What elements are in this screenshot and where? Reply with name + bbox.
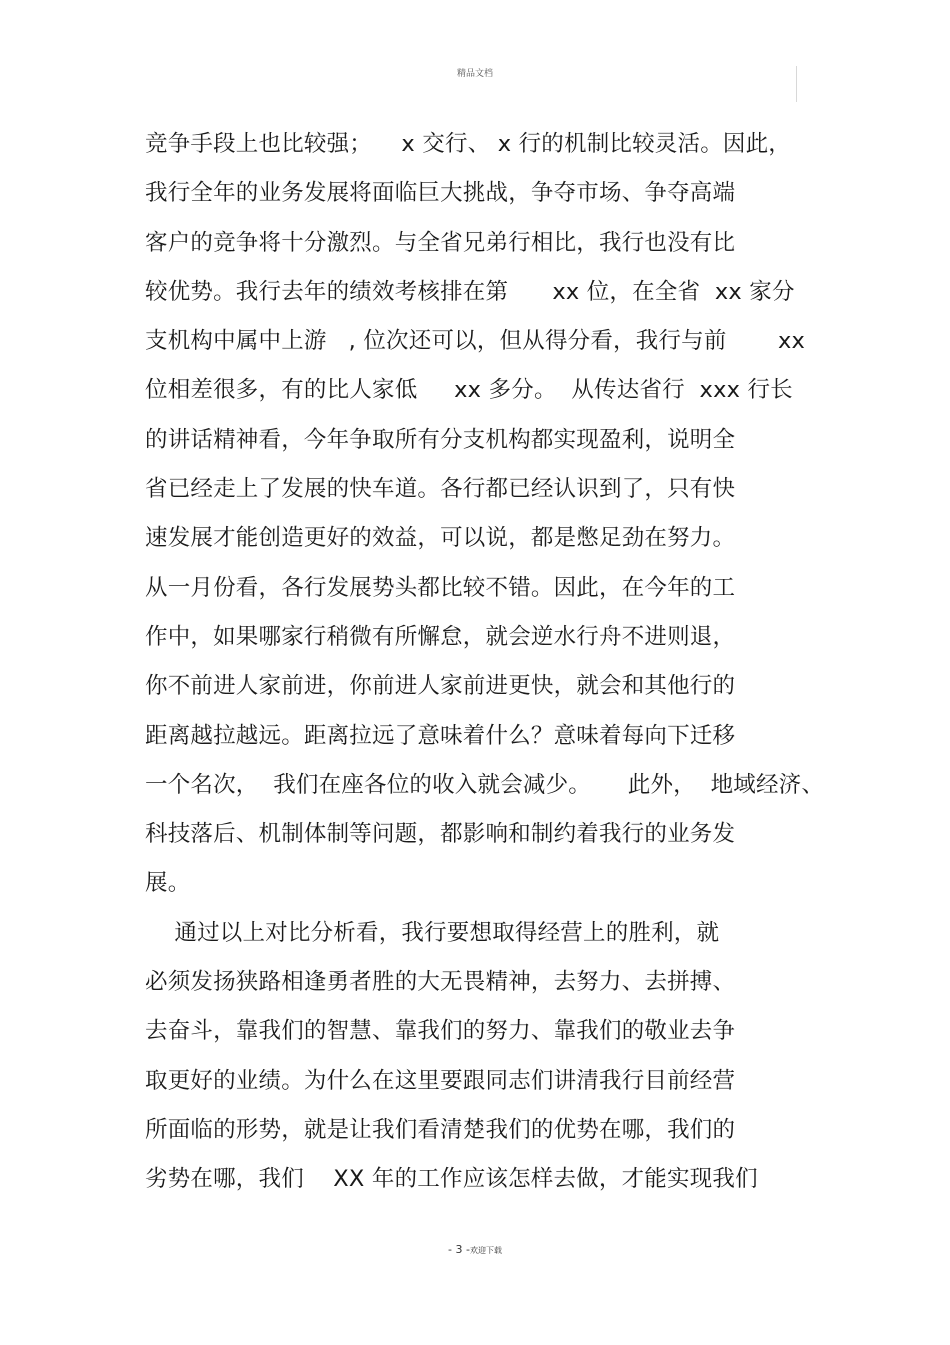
text-line: 距离越拉越远。距离拉远了意味着什么？意味着每向下迁移 (145, 722, 736, 749)
page-number: - 3 - (448, 1243, 470, 1256)
page-footer (0, 1243, 950, 1256)
text-line: 科技落后、机制体制等问题，都影响和制约着我行的业务发 (145, 821, 736, 848)
footer-note: 欢迎下载 (469, 1246, 502, 1255)
page-header-title: 精品文档 (456, 69, 493, 79)
text-line: 的讲话精神看，今年争取所有分支机构都实现盈利，说明全 (145, 426, 736, 453)
text-line: 通过以上对比分析看，我行要想取得经营上的胜利，就 (145, 919, 720, 946)
header-divider (796, 66, 797, 102)
text-line: 取更好的业绩。为什么在这里要跟同志们讲清我行目前经营 (145, 1067, 736, 1094)
text-line: 你不前进人家前进，你前进人家前进更快，就会和其他行的 (145, 673, 736, 700)
text-line: 所面临的形势，就是让我们看清楚我们的优势在哪，我们的 (145, 1116, 736, 1143)
text-line: 竞争手段上也比较强； x 交行、 x 行的机制比较灵活。因此， (145, 131, 791, 157)
text-line: 省已经走上了发展的快车道。各行都已经认识到了，只有快 (145, 476, 736, 503)
text-line: 去奋斗，靠我们的智慧、靠我们的努力、靠我们的敬业去争 (145, 1018, 736, 1045)
text-line: 速发展才能创造更好的效益，可以说，都是憋足劲在努力。 (145, 525, 736, 552)
text-line: 从一月份看，各行发展势头都比较不错。因此，在今年的工 (145, 574, 736, 601)
body-text (145, 120, 825, 1205)
text-line: 展。 (145, 870, 191, 897)
text-line: 劣势在哪，我们 XX 年的工作应该怎样去做，才能实现我们 (145, 1166, 758, 1193)
text-line: 必须发扬狭路相逢勇者胜的大无畏精神，去努力、去拼搏、 (145, 969, 736, 996)
text-line: 较优势。我行去年的绩效考核排在第 xx 位，在全省 xx 家分 (145, 278, 795, 305)
text-line: 客户的竞争将十分激烈。与全省兄弟行相比，我行也没有比 (145, 229, 736, 256)
text-line: 支机构中属中上游 , 位次还可以，但从得分看，我行与前 xx (145, 328, 806, 355)
text-line: 位相差很多，有的比人家低 xx 多分。 从传达省行 xxx 行长 (145, 377, 793, 404)
text-line: 一个名次， 我们在座各位的收入就会减少。 此外， 地域经济、 (145, 771, 825, 798)
text-line: 作中，如果哪家行稍微有所懈怠，就会逆水行舟不进则退， (145, 623, 736, 650)
text-line: 我行全年的业务发展将面临巨大挑战，争夺市场、争夺高端 (145, 180, 736, 207)
